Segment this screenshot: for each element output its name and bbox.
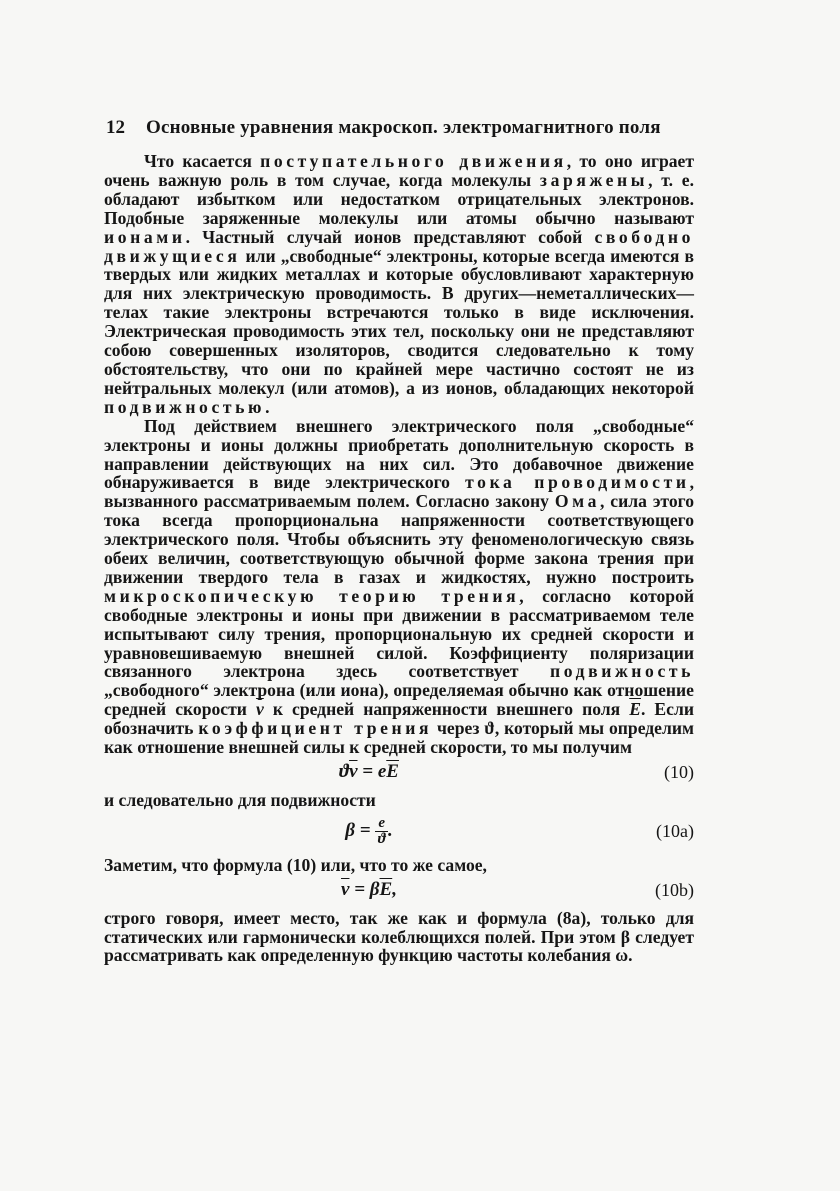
- fraction: $\frac{e}{ϑ}$: [375, 816, 388, 847]
- spaced-term: подвижностью: [104, 396, 266, 417]
- spaced-term: тока проводимости: [465, 472, 690, 493]
- mean-velocity-symbol: $\overline{v}$: [255, 699, 264, 720]
- running-title: Основные уравнения макроскоп. электромагнитного поля: [146, 117, 661, 138]
- equation-10: [104, 763, 694, 782]
- equation-10-number: (10): [664, 762, 694, 782]
- equation-10a: [104, 816, 694, 847]
- spaced-term: ионами: [104, 226, 186, 247]
- equation-10-formula: $ϑ\overline{v} = e\overline{E}$: [339, 761, 399, 782]
- paragraph-2: Под действием внешнего электрического поля „свободные“ электроны и ионы должны приобретать дополнительную скорость в направлении действующих на них сил. Это добавочное движение обнаруживается в виде электрического тока проводимости, вызванного рассматриваемым полем. Согласно закону Ома, сила этого тока всегда пропорциональна напряженности соответствующего электрического поля. Чтобы объяснить эту феноменологическую связь обеих величин, соответствующую обычной форме закона трения при движении твердого тела в газах и жидкостях, нужно построить микроскопическую теорию трения, согласно которой свободные электроны и ионы при движении в рассматриваемом теле испытывают силу трения, пропорциональную их средней скорости и уравновешиваемую внешней силой. Коэффициенту поляризации связанного электрона здесь соответствует подвижность „свободного“ электрона (или иона), определяемая обычно как отношение средней скорости $\overline{v}$ к средней напряженности внешнего поля $\overline{E}$. Если обозначить коэффициент трения через ϑ, который мы определим как отношение внешней силы к средней скорости, то мы получим: [104, 415, 694, 758]
- spaced-term: подвижность: [549, 661, 694, 682]
- spaced-term: свободно движущиеся: [104, 226, 694, 266]
- spaced-term: микроскопическую теорию трения: [104, 585, 520, 606]
- spaced-term: коэффициент трения: [198, 718, 433, 739]
- equation-10b: [104, 878, 694, 900]
- text-after-eq10a: Заметим, что формула (10) или, что то же самое,: [104, 854, 487, 875]
- running-header: [106, 117, 670, 139]
- paragraph-1: Что касается поступательного движения, то оно играет очень важную роль в том случае, когда молекулы заряжены, т. е. обладают избытком или недостатком отрицательных электронов. Подобные заряженные молекулы или атомы обычно называют ионами. Частный случай ионов представляют собой свободно движущиеся или „свободные“ электроны, которые всегда имеются в твердых или жидких металлах и которые обусловливают характерную для них электрическую проводимость. В других—неметаллических—телах такие электроны встречаются только в виде исключения. Электрическая проводимость этих тел, поскольку они не представляют собою совершенных изоляторов, сводится следовательно к тому обстоятельству, что они по крайней мере частично состоят не из нейтральных молекул (или атомов), а из ионов, обладающих некоторой подвижностью.: [104, 151, 694, 417]
- mean-field-symbol: $\overline{E}$: [629, 699, 641, 720]
- equation-10a-number: (10a): [656, 820, 694, 841]
- spaced-term: Ома: [554, 491, 600, 512]
- page-number: 12: [106, 117, 125, 138]
- text-after-eq10: и следовательно для подвижности: [104, 789, 376, 810]
- equation-10a-formula: β = $\frac{e}{ϑ}$ .: [345, 814, 393, 847]
- equation-10b-number: (10b): [655, 879, 694, 900]
- spaced-term: поступательного движения: [260, 151, 567, 171]
- equation-10b-formula: $\overline{v} = \beta\overline{E}$,: [341, 878, 397, 900]
- body-text: [104, 152, 694, 965]
- spaced-term: заряжены: [539, 169, 649, 190]
- final-paragraph: строго говоря, имеет место, так же как и формула (8а), только для статических или гармонически колеблющихся полей. При этом β следует рассматривать как определенную функцию частоты колебания ω.: [104, 907, 694, 966]
